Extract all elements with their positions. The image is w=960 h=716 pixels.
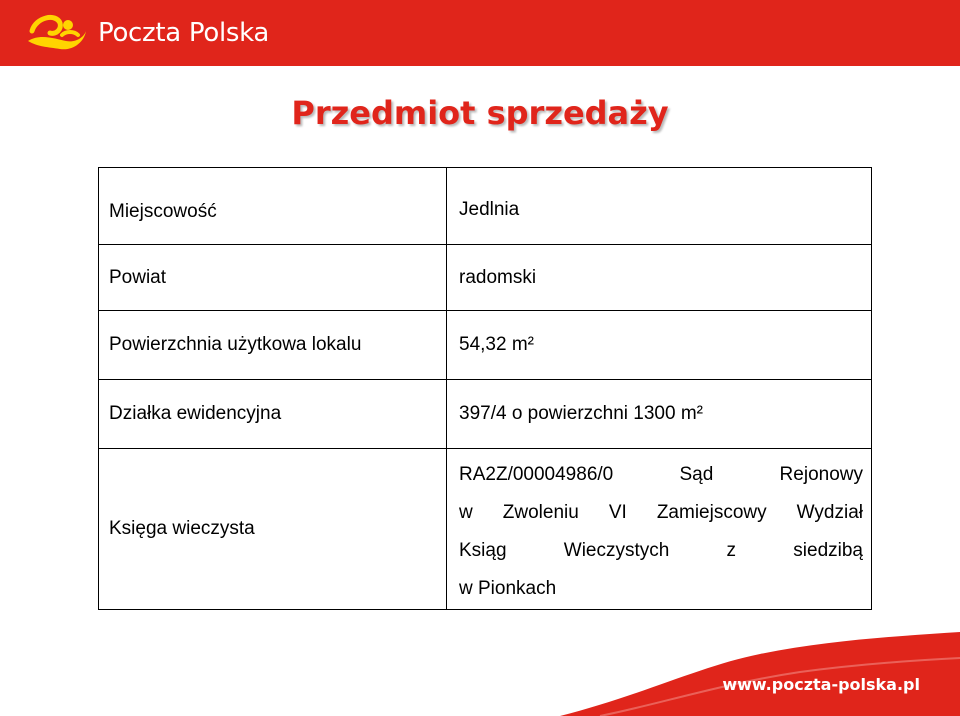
row-label-usable-area: Powierzchnia użytkowa lokalu bbox=[99, 311, 447, 380]
row-value-county: radomski bbox=[447, 245, 872, 311]
row-value-locality: Jedlnia bbox=[447, 168, 872, 245]
land-register-line: RA2Z/00004986/0 Sąd Rejonowy bbox=[459, 464, 863, 485]
footer-url-link[interactable]: www.poczta-polska.pl bbox=[722, 675, 920, 694]
table-row bbox=[99, 449, 872, 610]
page-title: Przedmiot sprzedaży bbox=[291, 94, 669, 132]
table-row bbox=[99, 168, 872, 245]
brand-name: Poczta Polska bbox=[98, 18, 270, 48]
footer-decoration bbox=[0, 596, 960, 716]
brand-logo[interactable] bbox=[26, 10, 269, 56]
row-value-land-register bbox=[447, 449, 872, 610]
table-row bbox=[99, 380, 872, 449]
land-register-line: w Pionkach bbox=[459, 578, 557, 599]
poczta-horn-icon bbox=[26, 11, 90, 55]
row-value-usable-area: 54,32 m² bbox=[447, 311, 872, 380]
row-label-land-register: Księga wieczysta bbox=[99, 449, 447, 610]
land-register-line: w Zwoleniu VI Zamiejscowy Wydział bbox=[459, 502, 863, 523]
header-bar bbox=[0, 0, 960, 66]
property-table bbox=[98, 167, 872, 610]
row-value-parcel: 397/4 o powierzchni 1300 m² bbox=[447, 380, 872, 449]
row-label-county: Powiat bbox=[99, 245, 447, 311]
row-label-parcel: Działka ewidencyjna bbox=[99, 380, 447, 449]
land-register-line: Ksiąg Wieczystych z siedzibą bbox=[459, 540, 863, 561]
table-row bbox=[99, 245, 872, 311]
row-label-locality: Miejscowość bbox=[99, 168, 447, 245]
table-row bbox=[99, 311, 872, 380]
